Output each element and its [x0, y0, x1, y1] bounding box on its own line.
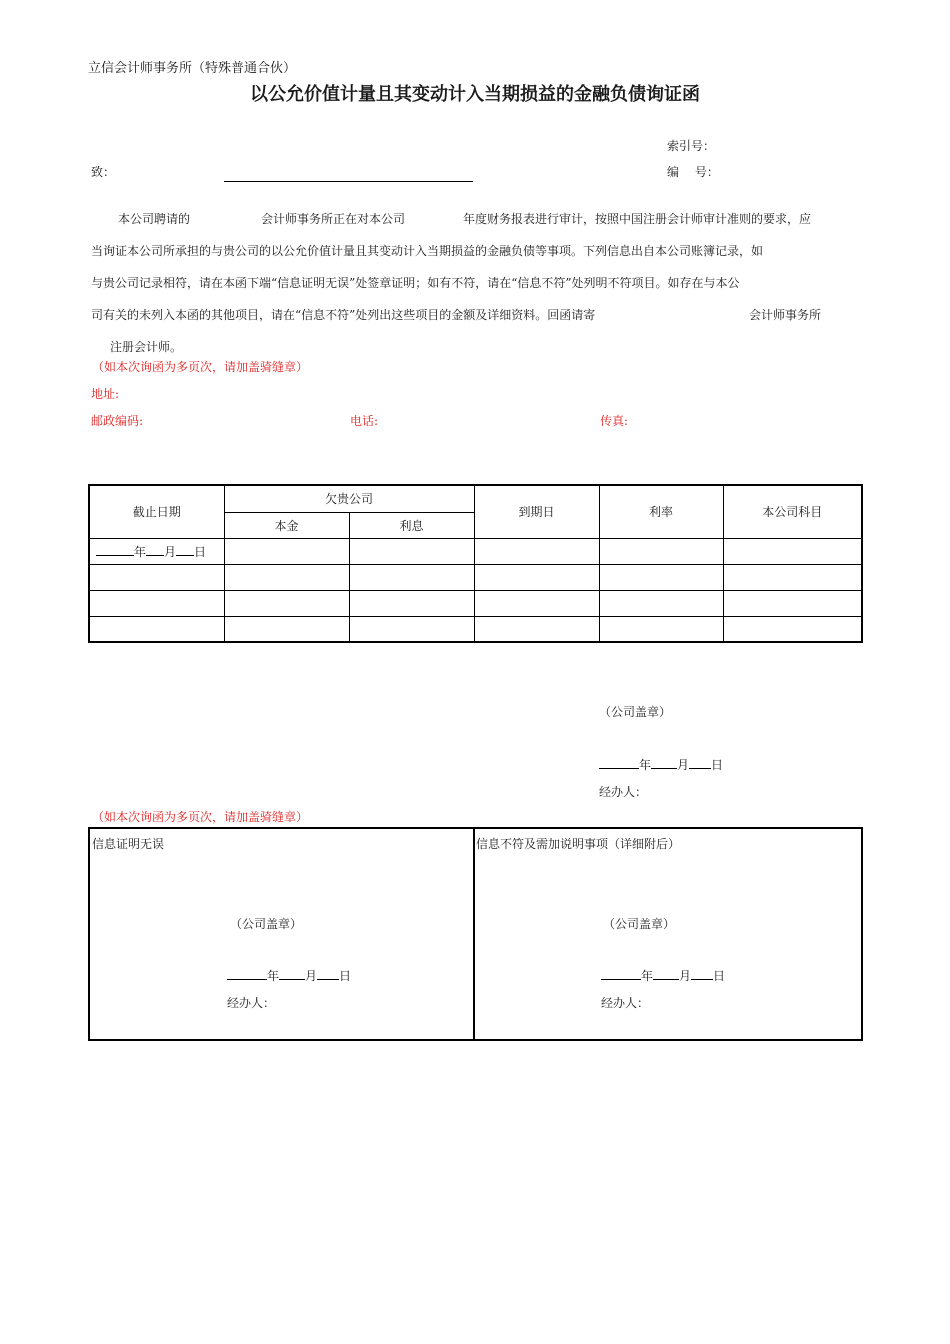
account-cell[interactable]	[723, 564, 862, 590]
month-label: 月	[164, 544, 177, 559]
address-label: 地址:	[91, 387, 120, 401]
month-label: 月	[677, 758, 690, 772]
signature-date	[599, 756, 723, 773]
body-line3: 与贵公司记录相符，请在本函下端“信息证明无误”处签章证明；如有不符，请在“信息不符”处列明不符项目。如存在与本公	[91, 276, 740, 290]
account-cell[interactable]	[723, 616, 862, 642]
phone-label: 电话:	[350, 414, 379, 428]
confirm-box[interactable]	[90, 829, 473, 1039]
header-cutoff-date: 截止日期	[89, 485, 224, 538]
to-label: 致：	[91, 165, 116, 179]
firm-name: 立信会计师事务所（特殊普通合伙）	[88, 61, 297, 76]
confirm-handler: 经办人：	[227, 996, 276, 1010]
year-label: 年	[639, 758, 652, 772]
rate-cell[interactable]	[599, 538, 723, 564]
principal-cell[interactable]	[224, 538, 349, 564]
month-label: 月	[679, 969, 692, 983]
cutoff-date-cell[interactable]	[89, 590, 224, 616]
account-cell[interactable]	[723, 590, 862, 616]
principal-cell[interactable]	[224, 616, 349, 642]
rate-cell[interactable]	[599, 590, 723, 616]
cutoff-date-cell[interactable]	[89, 564, 224, 590]
body-line5: 注册会计师。	[110, 340, 183, 354]
header-due-date: 到期日	[474, 485, 599, 538]
body-line1b: 会计师事务所正在对本公司	[261, 212, 406, 226]
header-owed-group: 欠贵公司	[224, 485, 474, 512]
principal-cell[interactable]	[224, 564, 349, 590]
cutoff-date-cell[interactable]	[89, 616, 224, 642]
mismatch-box[interactable]	[475, 829, 861, 1039]
day-label: 日	[713, 969, 726, 983]
table-row	[89, 538, 862, 564]
day-label: 日	[194, 544, 207, 559]
interest-cell[interactable]	[349, 616, 474, 642]
confirm-title: 信息证明无误	[92, 837, 165, 851]
day-label: 日	[339, 969, 352, 983]
mismatch-date	[601, 967, 725, 984]
recipient-line[interactable]	[224, 181, 473, 182]
seal-note: （如本次询函为多页次，请加盖骑缝章）	[92, 360, 309, 374]
body-line4b: 会计师事务所	[749, 308, 822, 322]
liability-table	[88, 484, 863, 643]
header-account: 本公司科目	[723, 485, 862, 538]
postcode-label: 邮政编码:	[91, 414, 144, 428]
company-seal-label: （公司盖章）	[599, 705, 672, 719]
body-line4a: 司有关的未列入本函的其他项目，请在“信息不符”处列出这些项目的金额及详细资料。回函请寄	[91, 308, 596, 322]
header-interest: 利息	[349, 512, 474, 538]
body-line1c: 年度财务报表进行审计，按照中国注册会计师审计准则的要求，应	[463, 212, 812, 226]
confirm-seal: （公司盖章）	[230, 917, 303, 931]
account-cell[interactable]	[723, 538, 862, 564]
page-title: 以公允价值计量且其变动计入当期损益的金融负债询证函	[250, 84, 700, 105]
fax-label: 传真:	[600, 414, 629, 428]
principal-cell[interactable]	[224, 590, 349, 616]
year-label: 年	[134, 544, 147, 559]
header-principal: 本金	[224, 512, 349, 538]
due-date-cell[interactable]	[474, 564, 599, 590]
year-label: 年	[641, 969, 654, 983]
handler-label: 经办人：	[599, 785, 648, 799]
due-date-cell[interactable]	[474, 538, 599, 564]
reply-section	[88, 827, 863, 1041]
rate-cell[interactable]	[599, 616, 723, 642]
table-row	[89, 564, 862, 590]
due-date-cell[interactable]	[474, 616, 599, 642]
due-date-cell[interactable]	[474, 590, 599, 616]
table-row	[89, 590, 862, 616]
month-label: 月	[305, 969, 318, 983]
interest-cell[interactable]	[349, 590, 474, 616]
mismatch-title: 信息不符及需加说明事项（详细附后）	[476, 837, 681, 851]
interest-cell[interactable]	[349, 538, 474, 564]
interest-cell[interactable]	[349, 564, 474, 590]
mismatch-seal: （公司盖章）	[603, 917, 676, 931]
confirm-date	[227, 967, 351, 984]
table-row	[89, 616, 862, 642]
day-label: 日	[711, 758, 724, 772]
mismatch-handler: 经办人：	[601, 996, 650, 1010]
index-label: 索引号：	[667, 139, 716, 153]
body-line2: 当询证本公司所承担的与贵公司的以公允价值计量且其变动计入当期损益的金融负债等事项。下列信息出自本公司账簿记录，如	[91, 244, 764, 258]
body-line1a: 本公司聘请的	[118, 212, 191, 226]
year-label: 年	[267, 969, 280, 983]
number-label: 编 号：	[667, 165, 719, 179]
seal-note-2: （如本次询函为多页次，请加盖骑缝章）	[92, 810, 309, 824]
header-rate: 利率	[599, 485, 723, 538]
cutoff-date-cell[interactable]	[89, 538, 224, 564]
rate-cell[interactable]	[599, 564, 723, 590]
